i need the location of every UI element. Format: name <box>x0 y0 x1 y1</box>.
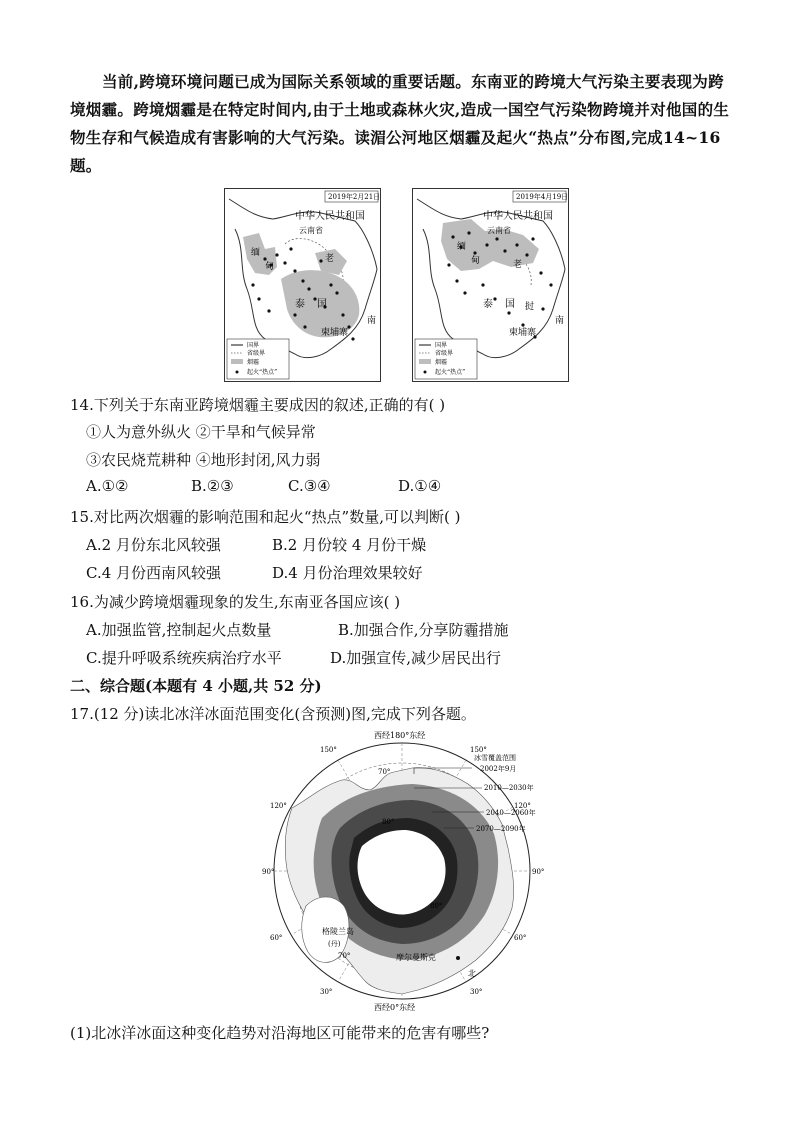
svg-text:90°: 90° <box>532 868 545 876</box>
q16-stem: 16.为减少跨境烟霾现象的发生,东南亚各国应该( ) <box>70 593 401 611</box>
label-myanmar-2: 甸 <box>471 256 481 266</box>
q14-option-b: B.②③ <box>191 477 234 495</box>
q14-items-1: ①人为意外纵火 ②干旱和气候异常 <box>86 423 316 441</box>
legend-2010: 2010—2030年 <box>484 784 534 792</box>
label-laos: 老 <box>513 260 523 270</box>
label-vietnam: 南 <box>555 316 565 326</box>
q16-option-b: B.加强合作,分享防霾措施 <box>338 621 509 639</box>
label-vietnam: 南 <box>367 316 377 326</box>
q15-option-b: B.2 月份较 4 月份干燥 <box>272 536 427 554</box>
label-china: 中华人民共和国 <box>483 211 553 222</box>
label-thailand-2: 国 <box>505 299 515 310</box>
label-cambodia: 柬埔寨 <box>321 328 349 338</box>
svg-text:省级界: 省级界 <box>247 350 266 357</box>
label-thailand: 泰 <box>483 299 493 310</box>
intro-paragraph: 当前,跨境环境问题已成为国际关系领域的重要话题。东南亚的跨境大气污染主要表现为跨境烟霾。跨境烟霾是在特定时间内,由于土地或森林火灾,造成一国空气污染物跨境并对他国的生物生存和气候造成有害影响的大气污染。读湄公河地区烟霾及起火“热点”分布图,完成14~16题。 <box>70 72 730 175</box>
svg-text:90°: 90° <box>262 868 275 876</box>
q15-option-d: D.4 月份治理效果较好 <box>272 564 423 582</box>
section-2-heading: 二、综合题(本题有 4 小题,共 52 分) <box>70 677 322 695</box>
q14-items-2: ③农民烧荒耕种 ④地形封闭,风力弱 <box>86 451 321 469</box>
label-thailand-2: 国 <box>317 299 327 310</box>
map-date: 2019年4月19日 <box>516 193 568 201</box>
label-myanmar: 缅 <box>457 242 467 252</box>
q15-option-a: A.2 月份东北风较强 <box>86 536 221 554</box>
label-myanmar-2: 甸 <box>265 262 275 272</box>
label-cambodia: 柬埔寨 <box>509 328 537 338</box>
svg-text:国界: 国界 <box>435 342 448 349</box>
legend-2040: 2040—2060年 <box>486 809 536 817</box>
svg-text:烟霾: 烟霾 <box>247 359 260 366</box>
map-bottom-label: 西经0°东经 <box>374 1003 416 1012</box>
q16-option-d: D.加强宣传,减少居民出行 <box>330 649 502 667</box>
haze-map-april <box>412 188 569 382</box>
q14-stem: 14.下列关于东南亚跨境烟霾主要成因的叙述,正确的有( ) <box>70 396 446 414</box>
label-china: 中华人民共和国 <box>295 211 365 222</box>
label-myanmar: 缅 <box>251 248 261 258</box>
greenland-sub: (丹) <box>328 940 341 948</box>
q14-option-a: A.①② <box>86 477 129 495</box>
q17-sub-1: (1)北冰洋冰面这种变化趋势对沿海地区可能带来的危害有哪些? <box>70 1024 490 1042</box>
q17-stem: 17.(12 分)读北冰洋冰面范围变化(含预测)图,完成下列各题。 <box>70 705 476 723</box>
q14-option-d: D.①④ <box>398 477 442 495</box>
north-label: 北 <box>468 969 476 978</box>
arctic-ice-map <box>262 728 552 1014</box>
svg-text:起火“热点”: 起火“热点” <box>247 369 278 376</box>
label-thailand: 泰 <box>295 299 305 310</box>
map-top-label: 西经180°东经 <box>374 731 426 740</box>
svg-text:60°: 60° <box>270 934 283 942</box>
svg-text:省级界: 省级界 <box>435 350 454 357</box>
label-laos: 老 <box>325 254 335 264</box>
label-laos-2: 挝 <box>525 302 535 312</box>
svg-text:80°: 80° <box>430 902 443 910</box>
map-date: 2019年2月21日 <box>328 193 380 201</box>
greenland-label: 格陵兰岛 <box>322 927 354 936</box>
legend-2002: 2002年9月 <box>480 765 517 773</box>
legend-2070: 2070—2090年 <box>476 825 526 833</box>
q15-stem: 15.对比两次烟霾的影响范围和起火“热点”数量,可以判断( ) <box>70 508 461 526</box>
svg-text:80°: 80° <box>382 818 395 826</box>
q16-option-c: C.提升呼吸系统疾病治疗水平 <box>86 649 282 667</box>
haze-map-february <box>224 188 381 382</box>
svg-text:120°: 120° <box>514 802 531 810</box>
label-yunnan: 云南省 <box>299 226 323 235</box>
svg-text:烟霾: 烟霾 <box>435 359 448 366</box>
q16-option-a: A.加强监管,控制起火点数量 <box>86 621 272 639</box>
svg-text:150°: 150° <box>470 746 487 754</box>
svg-text:70°: 70° <box>378 768 391 776</box>
q14-option-c: C.③④ <box>288 477 331 495</box>
legend-ice-cover: 冰雪覆盖范围 <box>474 754 516 762</box>
svg-text:起火“热点”: 起火“热点” <box>435 369 466 376</box>
murmansk-label: 摩尔曼斯克 <box>396 953 436 962</box>
svg-text:60°: 60° <box>514 934 527 942</box>
svg-text:70°: 70° <box>338 952 351 960</box>
svg-text:30°: 30° <box>320 988 333 996</box>
svg-text:30°: 30° <box>470 988 483 996</box>
svg-text:国界: 国界 <box>247 342 260 349</box>
svg-text:150°: 150° <box>320 746 337 754</box>
q15-option-c: C.4 月份西南风较强 <box>86 564 222 582</box>
label-yunnan: 云南省 <box>487 226 511 235</box>
svg-text:120°: 120° <box>270 802 287 810</box>
